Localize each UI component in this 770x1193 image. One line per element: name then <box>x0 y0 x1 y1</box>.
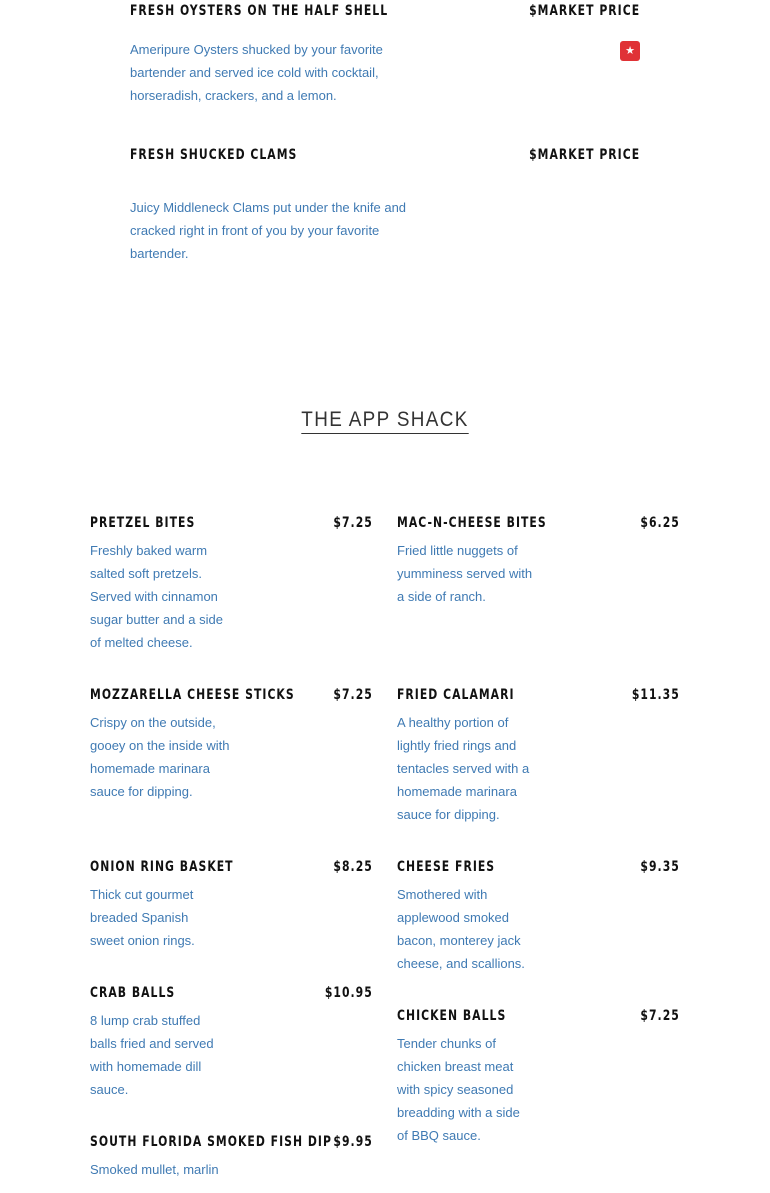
menu-item <box>397 858 680 978</box>
item-name: CHICKEN BALLS <box>397 1008 507 1024</box>
menu-item <box>90 1133 373 1193</box>
item-name: CHEESE FRIES <box>397 859 496 875</box>
menu-item-clams <box>130 146 640 266</box>
item-description: Freshly baked warm salted soft pretzels. Served with cinnamon sugar butter and a side of melted cheese. <box>90 543 223 650</box>
menu-item <box>90 514 373 654</box>
item-price: $6.25 <box>640 515 680 531</box>
item-description: Smoked mullet, marlin <box>90 1162 219 1177</box>
menu-item <box>397 514 680 614</box>
item-price: $7.25 <box>333 687 373 703</box>
item-description: Juicy Middleneck Clams put under the knife and cracked right in front of you by your favorite bartender. <box>130 200 407 261</box>
item-price: $7.25 <box>333 515 373 531</box>
item-price: $MARKET PRICE <box>528 147 640 163</box>
item-name: CRAB BALLS <box>90 985 176 1001</box>
item-description: 8 lump crab stuffed balls fried and served with homemade dill sauce. <box>90 1013 214 1097</box>
section-title-text: THE APP SHACK <box>301 408 468 434</box>
menu-item <box>90 858 373 958</box>
item-price: $MARKET PRICE <box>528 3 640 19</box>
item-description: Smothered with applewood smoked bacon, monterey jack cheese, and scallions. <box>397 887 525 971</box>
item-name: FRIED CALAMARI <box>397 687 515 703</box>
item-name: PRETZEL BITES <box>90 515 196 531</box>
menu-item <box>397 686 680 826</box>
item-name: MOZZARELLA CHEESE STICKS <box>90 687 295 703</box>
item-price: $7.25 <box>640 1008 680 1024</box>
menu-item-oysters <box>130 2 640 112</box>
item-name: SOUTH FLORIDA SMOKED FISH DIP <box>90 1134 332 1150</box>
item-description: Ameripure Oysters shucked by your favorite bartender and served ice cold with cocktail, horseradish, crackers, and a lemon. <box>130 42 383 103</box>
item-description: A healthy portion of lightly fried rings and tentacles served with a homemade marinara sauce for dipping. <box>397 715 530 822</box>
section-title <box>0 408 770 434</box>
item-description: Crispy on the outside, gooey on the inside with homemade marinara sauce for dipping. <box>90 715 230 799</box>
item-price: $8.25 <box>333 859 373 875</box>
menu-item <box>90 686 373 826</box>
item-price: $11.35 <box>632 687 680 703</box>
item-description: Tender chunks of chicken breast meat with spicy seasoned breadding with a side of BBQ sauce. <box>397 1036 520 1143</box>
item-price: $9.95 <box>333 1134 373 1150</box>
star-icon: ★ <box>620 41 640 61</box>
item-name: ONION RING BASKET <box>90 859 234 875</box>
item-description: Thick cut gourmet breaded Spanish sweet onion rings. <box>90 887 195 948</box>
item-name: FRESH OYSTERS ON THE HALF SHELL <box>130 3 389 19</box>
menu-item <box>90 984 373 1104</box>
item-description: Fried little nuggets of yumminess served with a side of ranch. <box>397 543 533 604</box>
item-price: $10.95 <box>325 985 373 1001</box>
item-name: MAC-N-CHEESE BITES <box>397 515 547 531</box>
menu-item <box>397 1007 680 1147</box>
item-price: $9.35 <box>640 859 680 875</box>
item-name: FRESH SHUCKED CLAMS <box>130 147 298 163</box>
